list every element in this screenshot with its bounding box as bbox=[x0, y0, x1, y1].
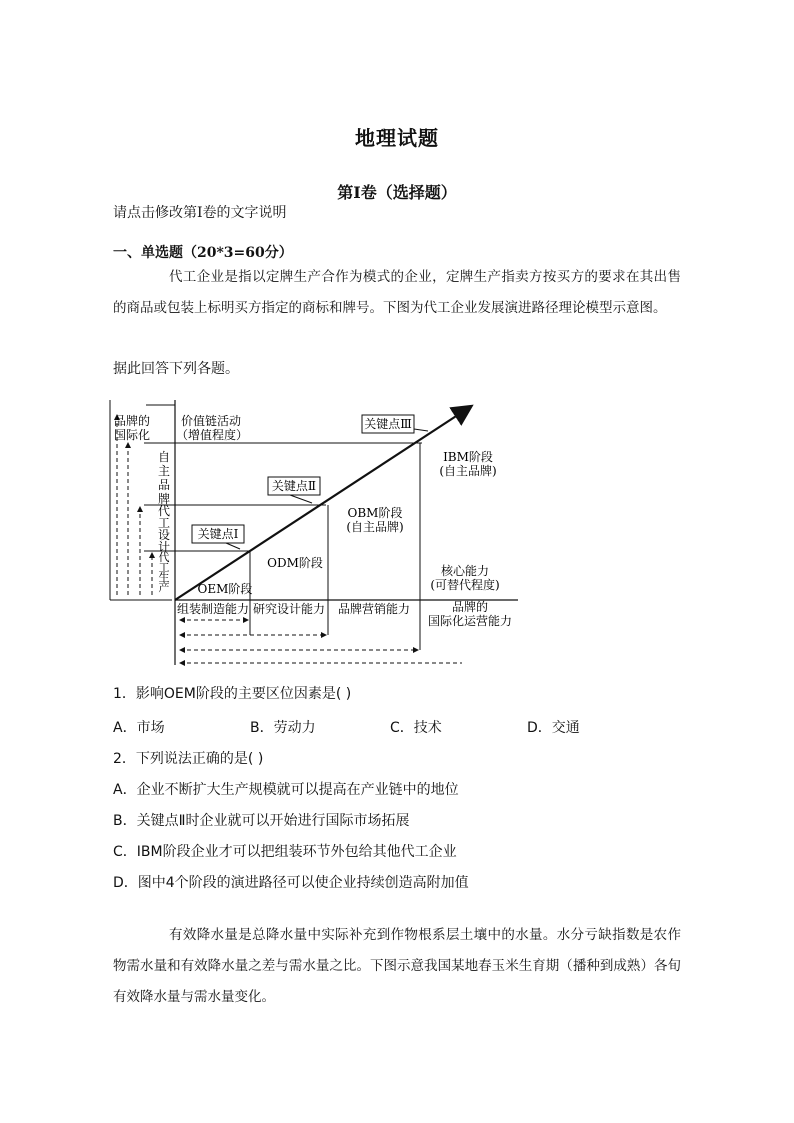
left-axis-title-line-2: 国际化 bbox=[113, 428, 151, 442]
x-category-2: 研究设计能力 bbox=[252, 602, 326, 616]
stage-oem: OEM阶段 bbox=[197, 582, 253, 596]
section-note[interactable]: 请点击修改第I卷的文字说明 bbox=[113, 205, 287, 221]
left-axis-title-line-1 bbox=[114, 413, 150, 428]
x-axis-title-1: 核心能力 bbox=[440, 564, 490, 578]
passage-2: 有效降水量是总降水量中实际补充到作物根系层土壤中的水量。水分亏缺指数是农作物需水量和有效降水量之差与需水量之比。下图示意我国某地春玉米生育期（播种到成熟）各旬有效降水量与需水量变化。 bbox=[113, 927, 681, 1005]
left-band-label-2: 代工设计 bbox=[157, 504, 171, 554]
question-1: 1．影响OEM阶段的主要区位因素是( ) bbox=[113, 686, 352, 702]
key-point-2-label: 关键点Ⅱ bbox=[271, 479, 317, 493]
stage-obm-note: (自主品牌) bbox=[346, 520, 404, 534]
stage-obm: OBM阶段 bbox=[347, 506, 403, 520]
q2-option-c[interactable]: C．IBM阶段企业才可以把组装环节外包给其他代工企业 bbox=[113, 844, 457, 860]
key-point-1-label: 关键点Ⅰ bbox=[197, 527, 239, 541]
x-category-3: 品牌营销能力 bbox=[337, 602, 411, 616]
stage-odm: ODM阶段 bbox=[267, 556, 323, 570]
q2-option-d[interactable]: D．图中4个阶段的演进路径可以使企业持续创造高附加值 bbox=[113, 875, 469, 891]
section-title: 第I卷（选择题） bbox=[337, 183, 457, 202]
page-title: 地理试题 bbox=[355, 126, 439, 150]
q1-option-d[interactable]: D．交通 bbox=[527, 720, 580, 736]
y-axis-title-2: （增值程度） bbox=[176, 428, 249, 442]
x-axis-title-2: (可替代程度) bbox=[430, 578, 500, 592]
x-category-4-line-1: 品牌的 bbox=[451, 600, 489, 614]
key-point-2-callout bbox=[268, 477, 320, 503]
stage-ibm-note: (自主品牌) bbox=[439, 464, 497, 478]
q1-option-b[interactable]: B．劳动力 bbox=[250, 720, 316, 736]
x-category-1: 组装制造能力 bbox=[176, 602, 250, 616]
oem-evolution-diagram bbox=[100, 395, 520, 670]
left-band-label-3: 代工生产 bbox=[158, 551, 170, 594]
passage-1: 代工企业是指以定牌生产合作为模式的企业，定牌生产指卖方按买方的要求在其出售的商品或包装上标明买方指定的商标和牌号。下图为代工企业发展演进路径理论模型示意图。 bbox=[113, 269, 681, 316]
left-band-labels bbox=[158, 450, 170, 594]
q1-option-a[interactable]: A．市场 bbox=[113, 720, 165, 736]
y-axis-title-1: 价值链活动 bbox=[181, 414, 242, 428]
q1-option-c[interactable]: C．技术 bbox=[390, 720, 442, 736]
q2-option-b[interactable]: B．关键点Ⅱ时企业就可以开始进行国际市场拓展 bbox=[113, 813, 410, 829]
q2-option-a[interactable]: A．企业不断扩大生产规模就可以提高在产业链中的地位 bbox=[113, 782, 459, 798]
key-point-1-callout bbox=[192, 525, 244, 549]
stage-ibm: IBM阶段 bbox=[443, 450, 493, 464]
question-type-heading: 一、单选题（20*3=60分） bbox=[113, 245, 293, 261]
key-point-3-callout bbox=[362, 415, 428, 433]
key-point-3-label: 关键点Ⅲ bbox=[364, 417, 412, 431]
x-category-4-line-2: 国际化运营能力 bbox=[427, 614, 513, 628]
left-band-label-1: 自主品牌 bbox=[157, 450, 171, 506]
question-2: 2．下列说法正确的是( ) bbox=[113, 751, 264, 767]
passage-1-instruction: 据此回答下列各题。 bbox=[113, 361, 239, 377]
left-axis-title-a: 品牌的 bbox=[113, 414, 151, 428]
